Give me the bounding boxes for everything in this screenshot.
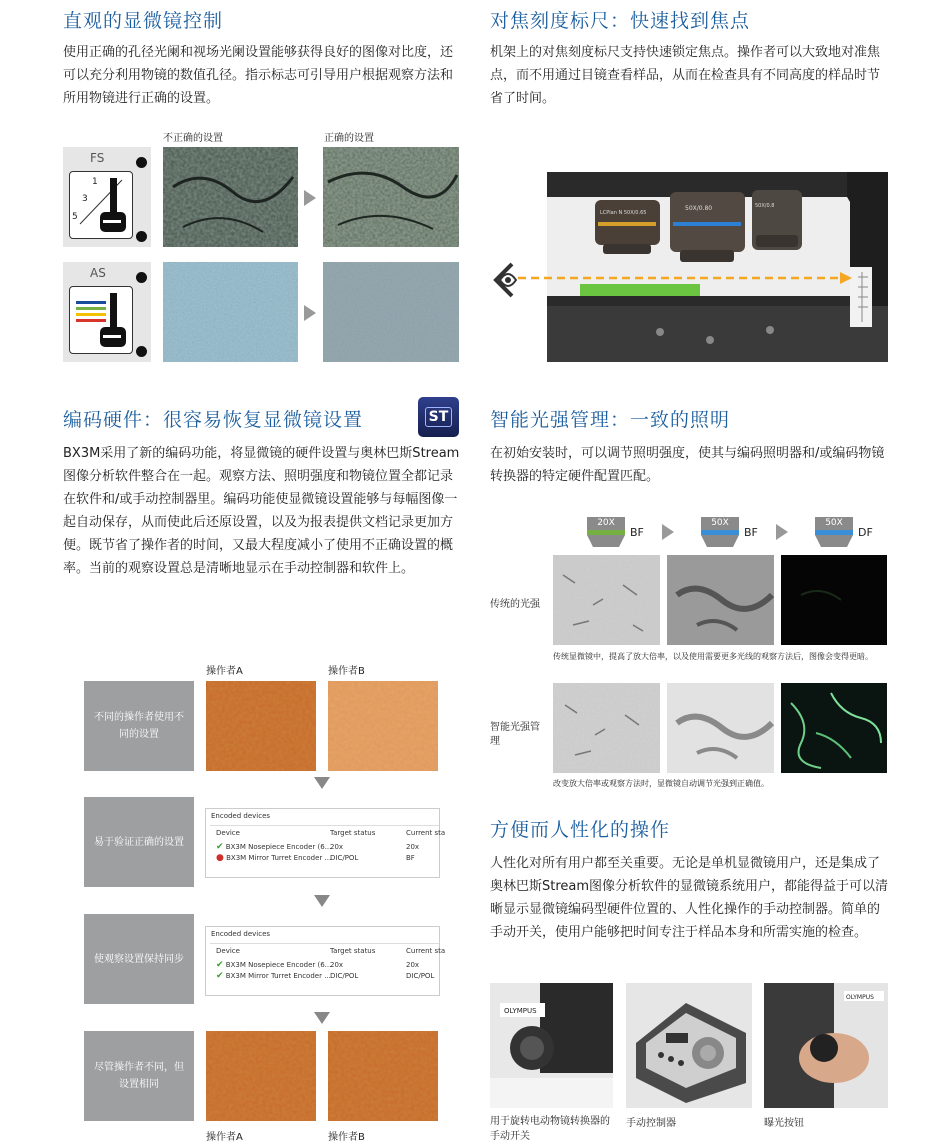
objective-badge: 50X	[701, 517, 739, 547]
objective-badge: 50X	[815, 517, 853, 547]
eye-icon	[496, 264, 516, 296]
lens-label: LCPlan N 50X/0.65	[600, 210, 647, 216]
label-operator-a: 操作者A	[206, 1132, 243, 1143]
encoded-devices-panel-2: Encoded devices Device Target status Current sta ✔ BX3M Nosepiece Encoder (6... 20x 20x ✔ BX3M Mirror Turret Encoder ... DIC/POL DIC/POL	[205, 926, 440, 996]
caption-hand-controller: 手动控制器	[626, 1118, 676, 1129]
micrograph-fs-incorrect	[163, 147, 298, 247]
photo-exposure-button	[764, 983, 888, 1108]
caption-smart: 改变放大倍率或观察方法时，显微镜自动调节光强到正确值。	[553, 779, 769, 788]
micrograph-operator-a-2	[206, 1031, 316, 1121]
micrograph-smart-20x	[553, 683, 660, 773]
focus-scale-photo	[490, 172, 888, 362]
fs-slider-icon[interactable]	[70, 172, 132, 238]
label-operator-b: 操作者B	[328, 1132, 365, 1143]
objective-badge: 20X	[587, 517, 625, 547]
photo-hand-controller	[626, 983, 752, 1108]
photo-nosepiece-switch	[490, 983, 613, 1108]
row-label-box: 尽管操作者不同，但设置相同	[84, 1031, 194, 1121]
stream-software-icon: ST	[418, 397, 459, 437]
section-text-encoded-hardware: BX3M采用了新的编码功能，将显微镜的硬件设置与奥林巴斯Stream图像分析软件整合在一起。观察方法、照明强度和物镜位置全都记录在软件和/或手动控制器里。编码功能使显微镜设置能够与每幅图像一起自动保存，从而使此后还原设置，以及为报表提供文档记录更加方便。既节省了操作者的时间，又最大程度减小了使用不正确设置的概率。当前的观察设置总是清晰地显示在手动控制器和软件上。	[63, 446, 460, 576]
brand-label: OLYMPUS	[846, 994, 874, 1001]
fs-mark: 1	[92, 177, 98, 187]
micrograph-operator-a-1	[206, 681, 316, 771]
screw-icon	[136, 157, 147, 168]
row-label-box: 易于验证正确的设置	[84, 797, 194, 887]
fs-mark: 5	[72, 212, 78, 222]
arrow-down-icon	[314, 895, 330, 907]
lens-label: 50X/0.8	[755, 203, 775, 209]
micrograph-fs-correct	[323, 147, 459, 247]
label-operator-b: 操作者B	[328, 666, 365, 677]
row-label-smart: 智能光强管理	[490, 722, 540, 747]
micrograph-as-incorrect	[163, 262, 298, 362]
table-row[interactable]: ✔ BX3M Nosepiece Encoder (6...	[216, 842, 332, 852]
arrow-down-icon	[314, 777, 330, 789]
micrograph-traditional-50x-bf	[667, 555, 774, 645]
micrograph-smart-50x-bf	[667, 683, 774, 773]
micrograph-operator-b-1	[328, 681, 438, 771]
arrow-down-icon	[314, 1012, 330, 1024]
arrow-right-icon	[304, 305, 316, 321]
check-icon: ✔	[216, 960, 224, 970]
caption-exposure-button: 曝光按钮	[764, 1118, 804, 1129]
mode-label: BF	[744, 526, 758, 539]
section-title-encoded-hardware: 编码硬件：很容易恢复显微镜设置	[63, 409, 364, 431]
micrograph-traditional-50x-df	[781, 555, 887, 645]
as-dial-window	[69, 286, 133, 354]
label-right-setting: 正确的设置	[324, 133, 374, 144]
micrograph-as-correct	[323, 262, 459, 362]
arrow-right-icon	[662, 524, 674, 540]
fs-label: FS	[90, 151, 105, 165]
brand-label: OLYMPUS	[504, 1007, 537, 1015]
as-control-panel	[63, 262, 151, 362]
table-row[interactable]: ✔ BX3M Mirror Turret Encoder ...	[216, 971, 331, 981]
section-title-microscope-control: 直观的显微镜控制	[63, 10, 224, 32]
screw-icon	[136, 231, 147, 242]
error-icon: ●	[216, 853, 224, 863]
section-title-focus-scale: 对焦刻度标尺：快速找到焦点	[490, 10, 751, 32]
micrograph-operator-b-2	[328, 1031, 438, 1121]
row-label-box: 不同的操作者使用不同的设置	[84, 681, 194, 771]
fs-mark: 3	[82, 194, 88, 204]
fs-dial-window	[69, 171, 133, 239]
as-slider-icon[interactable]	[70, 287, 132, 353]
row-label-traditional: 传统的光强	[490, 599, 540, 610]
encoded-devices-panel-1: Encoded devices Device Target status Current sta ✔ BX3M Nosepiece Encoder (6... 20x 20x ● BX3M Mirror Turret Encoder ... DIC/POL BF	[205, 808, 440, 878]
micrograph-smart-50x-df	[781, 683, 887, 773]
screw-icon	[136, 272, 147, 283]
label-operator-a: 操作者A	[206, 666, 243, 677]
as-label: AS	[90, 266, 106, 280]
arrow-right-icon	[776, 524, 788, 540]
caption-traditional: 传统显微镜中，提高了放大倍率，以及使用需要更多光线的观察方法后，图像会变得更暗。	[553, 652, 873, 661]
section-text-microscope-control: 使用正确的孔径光阑和视场光阑设置能够获得良好的图像对比度，还可以充分利用物镜的数值孔径。指示标志可引导用户根据观察方法和所用物镜进行正确的设置。	[63, 45, 454, 106]
screw-icon	[136, 346, 147, 357]
row-label-box: 使观察设置保持同步	[84, 914, 194, 1004]
mode-label: DF	[858, 526, 873, 539]
section-title-ergonomics: 方便而人性化的操作	[490, 819, 671, 841]
fs-control-panel	[63, 147, 151, 247]
arrow-right-icon	[304, 190, 316, 206]
section-title-light-management: 智能光强管理：一致的照明	[490, 409, 731, 431]
check-icon: ✔	[216, 971, 224, 981]
lens-label: 50X/0.80	[685, 205, 713, 212]
section-text-light-management: 在初始安装时，可以调节照明强度，使其与编码照明器和/或编码物镜转换器的特定硬件配置匹配。	[490, 446, 885, 484]
section-text-ergonomics: 人性化对所有用户都至关重要。无论是单机显微镜用户，还是集成了奥林巴斯Stream图像分析软件的显微镜系统用户，都能得益于可以清晰显示显微镜编码型硬件位置的、人性化操作的手动控制器。简单的手动开关，使用户能够把时间专注于样品本身和所需实施的检查。	[490, 856, 889, 940]
micrograph-traditional-20x	[553, 555, 660, 645]
table-row[interactable]: ✔ BX3M Nosepiece Encoder (6...	[216, 960, 332, 970]
section-text-focus-scale: 机架上的对焦刻度标尺支持快速锁定焦点。操作者可以大致地对准焦点，而不用通过目镜查看样品，从而在检查具有不同高度的样品时节省了时间。	[490, 45, 881, 106]
mode-label: BF	[630, 526, 644, 539]
label-wrong-setting: 不正确的设置	[163, 133, 223, 144]
check-icon: ✔	[216, 842, 224, 852]
caption-nosepiece-switch: 用于旋转电动物镜转换器的手动开关	[490, 1116, 610, 1142]
table-row[interactable]: ● BX3M Mirror Turret Encoder ...	[216, 853, 332, 863]
